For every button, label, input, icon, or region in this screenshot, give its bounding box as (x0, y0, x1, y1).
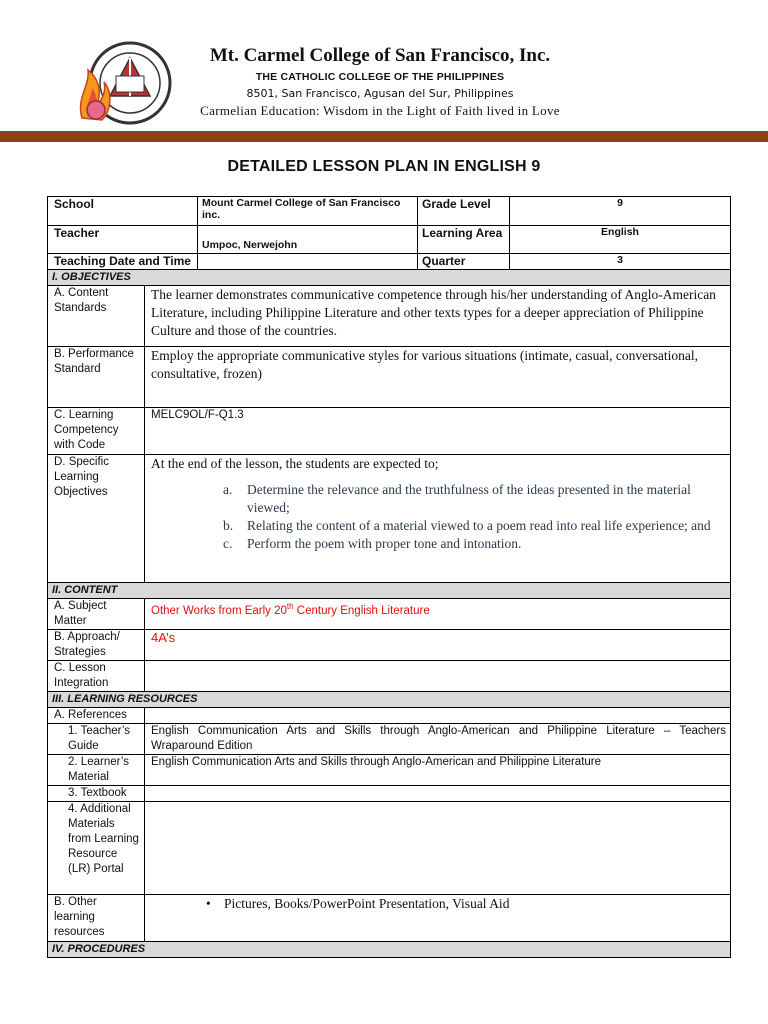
college-address: 8501, San Francisco, Agusan del Sur, Philippines (246, 87, 514, 100)
area-label: Learning Area (418, 226, 510, 254)
row-other-resources (48, 895, 731, 942)
teacher-value: Umpoc, Nerwejohn (198, 226, 418, 254)
college-tagline: THE CATHOLIC COLLEGE OF THE PHILIPPINES (255, 71, 505, 83)
procedures-heading: IV. PROCEDURES (48, 942, 731, 958)
learning-resources-heading: III. LEARNING RESOURCES (48, 692, 731, 708)
row-learners-material (48, 755, 731, 786)
textbook-label: 3. Textbook (48, 786, 145, 802)
quarter-label: Quarter (418, 254, 510, 270)
references-label: A. References (48, 708, 145, 724)
row-content-standards (48, 286, 731, 347)
other-resources-label: B. Other learning resources (48, 895, 145, 942)
approach-value: 4A’s (145, 630, 731, 661)
lesson-integration-value (145, 661, 731, 692)
content-standards-label: A. Content Standards (48, 286, 145, 347)
college-motto: Carmelian Education: Wisdom in the Light of Faith lived in Love (200, 103, 560, 118)
content-heading: II. CONTENT (48, 583, 731, 599)
performance-standard-value: Employ the appropriate communicative styles for various situations (intimate, casual, conversational, consultative, frozen) (145, 347, 731, 408)
quarter-value: 3 (510, 254, 731, 270)
row-lesson-integration (48, 661, 731, 692)
subject-matter-label: A. Subject Matter (48, 599, 145, 630)
section-learning-resources (48, 692, 731, 708)
other-resources-list (149, 895, 726, 913)
list-item: b. Relating the content of a material viewed to a poem read into real life experience; and (223, 518, 711, 533)
row-additional-materials (48, 802, 731, 895)
document-header (0, 0, 768, 135)
college-name: Mt. Carmel College of San Francisco, Inc. (209, 45, 551, 66)
approach-label: B. Approach/ Strategies (48, 630, 145, 661)
learning-competency-value: MELC9OL/F-Q1.3 (145, 408, 731, 455)
header-divider-bar (0, 131, 768, 142)
row-specific-objectives (48, 455, 731, 583)
learning-competency-label: C. Learning Competency with Code (48, 408, 145, 455)
teachers-guide-value: English Communication Arts and Skills through Anglo-American and Philippine Literature – Teachers Wraparound Edition (145, 724, 731, 755)
lesson-plan-table (47, 196, 731, 958)
school-label: School (48, 197, 198, 226)
list-item: c. Perform the poem with proper tone and intonation. (223, 536, 522, 551)
section-procedures (48, 942, 731, 958)
lesson-integration-label: C. Lesson Integration (48, 661, 145, 692)
performance-standard-label: B. Performance Standard (48, 347, 145, 408)
specific-objectives-cell (145, 455, 731, 583)
row-subject-matter (48, 599, 731, 630)
section-content (48, 583, 731, 599)
additional-materials-value (145, 802, 731, 895)
row-performance-standard (48, 347, 731, 408)
teacher-label: Teacher (48, 226, 198, 254)
subject-matter-value: Other Works from Early 20th Century English Literature (145, 599, 731, 630)
row-references (48, 708, 731, 724)
teachers-guide-label: 1. Teacher’s Guide (48, 724, 145, 755)
additional-materials-label: 4. Additional Materials from Learning Resource (LR) Portal (48, 802, 145, 895)
date-value (198, 254, 418, 270)
list-item: a. Determine the relevance and the truthfulness of the ideas presented in the material viewed; (223, 482, 691, 515)
area-value: English (510, 226, 731, 254)
row-learning-competency (48, 408, 731, 455)
other-resources-cell (145, 895, 731, 942)
grade-label: Grade Level (418, 197, 510, 226)
specific-objectives-intro: At the end of the lesson, the students are expected to; (151, 456, 439, 471)
objectives-heading: I. OBJECTIVES (48, 270, 731, 286)
document-title: DETAILED LESSON PLAN IN ENGLISH 9 (227, 158, 541, 175)
info-row-school (48, 197, 731, 226)
info-row-date (48, 254, 731, 270)
learners-material-label: 2. Learner’s Material (48, 755, 145, 786)
grade-value: 9 (510, 197, 731, 226)
row-approach (48, 630, 731, 661)
textbook-value (145, 786, 731, 802)
specific-objectives-list (151, 481, 726, 553)
learners-material-value: English Communication Arts and Skills through Anglo-American and Philippine Literature (145, 755, 731, 786)
row-textbook (48, 786, 731, 802)
school-seal-icon (72, 36, 172, 136)
info-row-teacher (48, 226, 731, 254)
row-teachers-guide (48, 724, 731, 755)
specific-objectives-label: D. Specific Learning Objectives (48, 455, 145, 583)
section-objectives (48, 270, 731, 286)
content-standards-value: The learner demonstrates communicative competence through his/her understanding of Anglo-American Literature, including Philippine Literature and other texts types for a deeper appreciation of Philippine Culture and those of the countries. (145, 286, 731, 347)
school-value: Mount Carmel College of San Francisco inc. (198, 197, 418, 226)
date-label: Teaching Date and Time (48, 254, 198, 270)
list-item: • Pictures, Books/PowerPoint Presentation, Visual Aid (206, 896, 510, 911)
